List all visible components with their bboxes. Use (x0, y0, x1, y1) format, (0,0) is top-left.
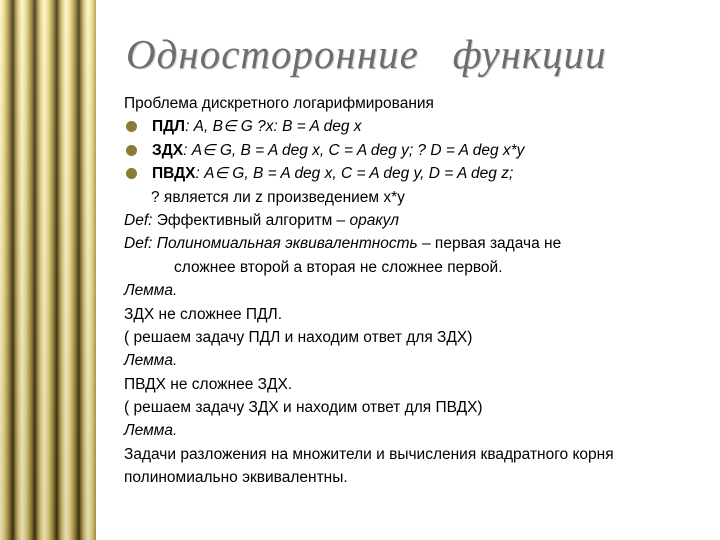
def-label: Def: (124, 235, 153, 253)
lemma-label: Лемма. (124, 352, 178, 370)
body-line: полиномиально эквивалентны. (124, 469, 348, 487)
formula-pdl: : A, B∈ G ?x: B = A deg x (185, 118, 362, 136)
bullet-item-pdl (124, 115, 714, 138)
definition-equivalence (124, 232, 714, 255)
def-text: – первая задача не (417, 235, 562, 253)
bullet-icon (126, 168, 137, 179)
formula-zdh: : A∈ G, B = A deg x, C = A deg y; ? D = A deg x*y (183, 141, 525, 159)
slide-title: Односторонние функции (126, 31, 607, 77)
body-line: ( решаем задачу ПДЛ и находим ответ для ЗДХ) (124, 328, 473, 346)
formula-pvdh: : A∈ G, B = A deg x, C = A deg y, D = A deg z; (195, 165, 514, 183)
body-line: ( решаем задачу ЗДХ и находим ответ для ПВДХ) (124, 399, 483, 417)
term-zdh: ЗДХ (152, 141, 184, 159)
decorative-stripe-band (0, 0, 96, 540)
lemma-label: Лемма. (124, 282, 178, 300)
bullet-item-pvdh (124, 162, 714, 185)
body-line: ПВДХ не сложнее ЗДХ. (124, 375, 293, 393)
term-pvdh: ПВДХ (152, 165, 196, 183)
def-text: Эффективный алгоритм – (152, 211, 350, 229)
term-pdl: ПДЛ (152, 118, 186, 136)
bullet-item-zdh (124, 139, 714, 162)
body-line: Проблема дискретного логарифмирования (124, 95, 434, 112)
bullet-icon (126, 145, 137, 156)
def-label: Def: (124, 211, 153, 229)
lemma-label: Лемма. (124, 422, 178, 440)
body-line: Задачи разложения на множители и вычисления квадратного корня (124, 445, 614, 463)
def-term: оракул (349, 211, 399, 229)
definition-oracle (124, 209, 714, 232)
def-term: Полиномиальная эквивалентность (152, 235, 418, 253)
body-line: ? является ли z произведением x*y (151, 188, 405, 206)
slide-body (124, 92, 714, 490)
bullet-icon (126, 121, 137, 132)
definition-continuation: сложнее второй а вторая не сложнее первой. (174, 258, 503, 276)
body-line: ЗДХ не сложнее ПДЛ. (124, 305, 282, 323)
